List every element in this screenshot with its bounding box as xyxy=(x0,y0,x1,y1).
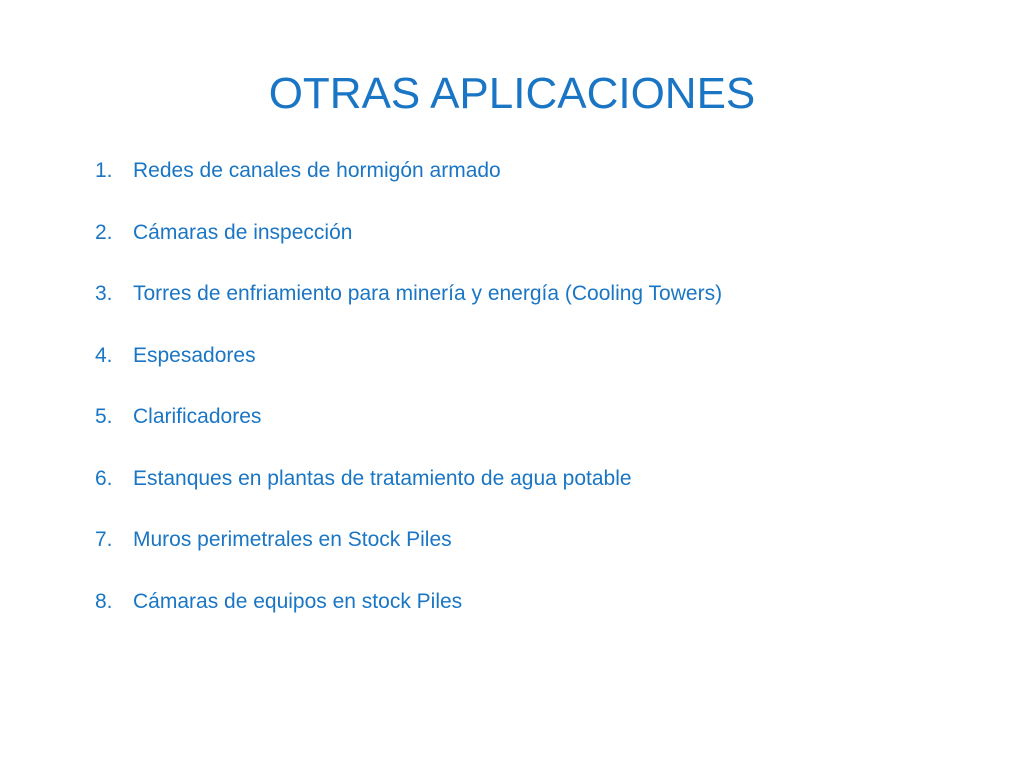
list-item xyxy=(95,216,975,278)
list-item-text: Clarificadores xyxy=(133,405,262,428)
list-item xyxy=(95,585,975,647)
list-item-number: 7. xyxy=(95,528,113,551)
list-item-text: Cámaras de equipos en stock Piles xyxy=(133,589,463,613)
list-item-number: 1. xyxy=(95,159,113,182)
list-item-number: 2. xyxy=(95,220,113,244)
list-item xyxy=(95,277,975,339)
list-item-number: 6. xyxy=(95,466,113,490)
slide-title: OTRAS APLICACIONES xyxy=(268,69,756,118)
list-item-number: 8. xyxy=(95,589,113,613)
list-item-number: 5. xyxy=(95,405,113,428)
list-item xyxy=(95,462,975,524)
list-item xyxy=(95,154,975,216)
list-item xyxy=(95,339,975,401)
list-item-text: Cámaras de inspección xyxy=(133,220,353,244)
list-item-number: 4. xyxy=(95,343,113,367)
list-item-text: Redes de canales de hormigón armado xyxy=(133,159,501,182)
list-item xyxy=(95,400,975,462)
list-item-text: Estanques en plantas de tratamiento de agua potable xyxy=(133,466,632,490)
list-item-number: 3. xyxy=(95,282,113,305)
list-item-text: Muros perimetrales en Stock Piles xyxy=(133,528,452,551)
list-item-text: Espesadores xyxy=(133,343,256,367)
list-item xyxy=(95,523,975,585)
list-item-text: Torres de enfriamiento para minería y energía (Cooling Towers) xyxy=(133,282,723,305)
applications-list xyxy=(95,154,975,646)
